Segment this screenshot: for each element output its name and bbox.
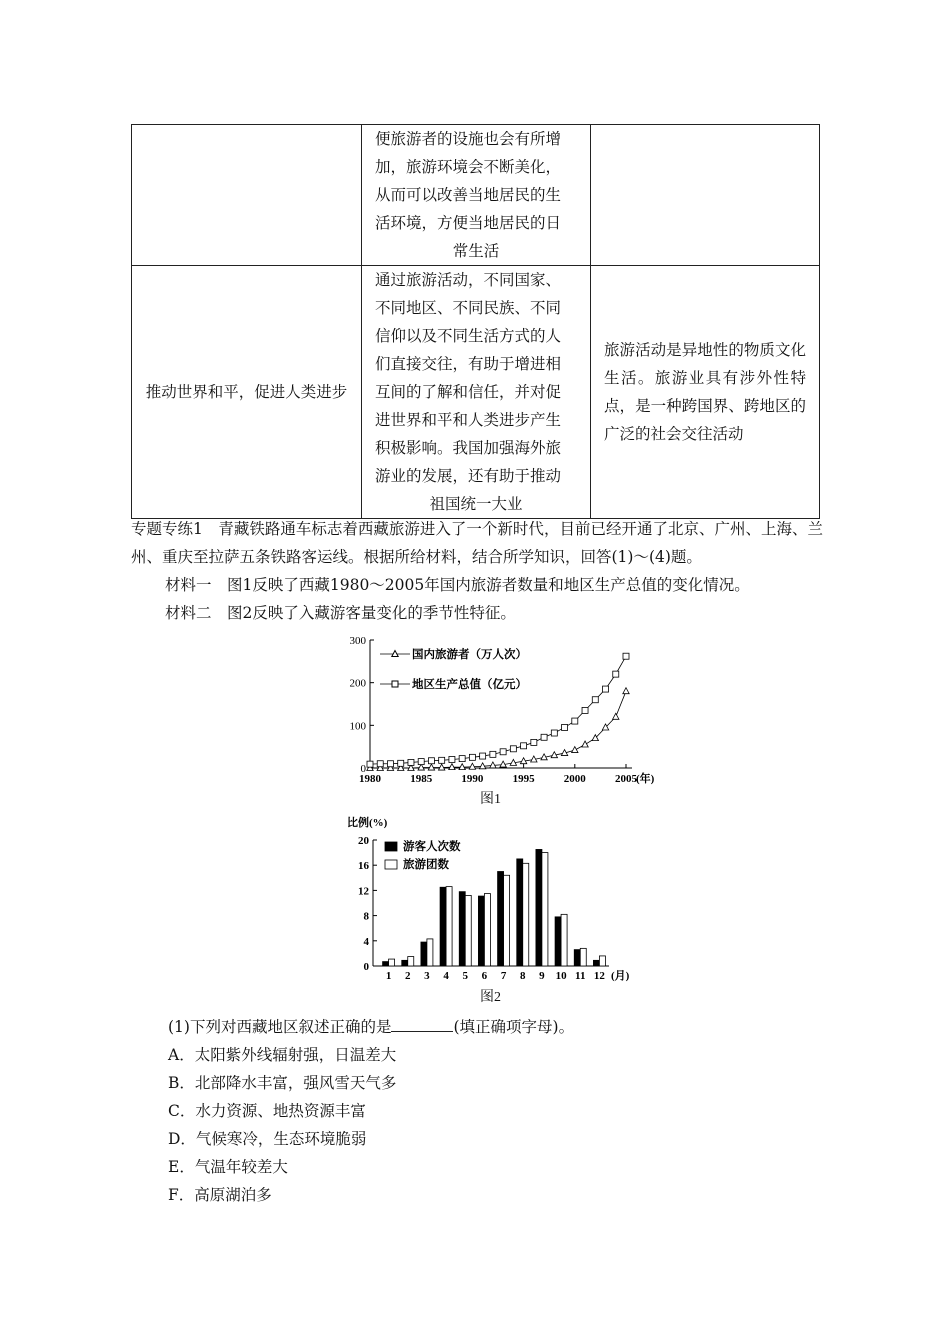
table-cell <box>362 125 591 266</box>
y-tick-label: 100 <box>349 720 366 733</box>
bar <box>465 895 471 966</box>
legend-marker <box>392 681 398 687</box>
table-cell <box>362 266 591 519</box>
bar <box>561 914 567 966</box>
data-point <box>428 764 434 770</box>
bar <box>383 962 389 966</box>
x-axis-unit: (月) <box>611 970 630 982</box>
data-point <box>500 749 506 755</box>
x-tick-label: 8 <box>520 970 526 982</box>
y-tick-label: 300 <box>349 635 366 647</box>
data-point <box>418 759 424 765</box>
bar <box>523 863 529 966</box>
option-b: B．北部降水丰富，强风雪天气多 <box>168 1074 397 1092</box>
bar <box>504 875 510 966</box>
option-a: A．太阳紫外线辐射强，日温差大 <box>168 1046 397 1064</box>
data-point <box>408 759 414 765</box>
legend-label: 地区生产总值（亿元） <box>412 679 527 691</box>
data-point <box>459 756 465 762</box>
bar <box>389 959 395 966</box>
y-tick-label: 4 <box>363 935 369 948</box>
data-point <box>459 764 465 770</box>
bar <box>517 859 523 966</box>
table-cell <box>132 266 362 519</box>
table-row <box>132 266 820 519</box>
data-point <box>469 754 475 760</box>
answer-blank[interactable] <box>391 1013 453 1032</box>
figure-2 <box>345 814 645 986</box>
cell-line: 通过旅游活动，不同国家、 <box>375 271 562 289</box>
data-point <box>613 671 619 677</box>
data-point <box>582 741 588 747</box>
legend-swatch <box>385 842 397 851</box>
comparison-table <box>131 124 820 519</box>
option-e: E．气温年较差大 <box>168 1158 288 1176</box>
data-point <box>551 730 557 736</box>
cell-line: 常生活 <box>452 242 500 260</box>
data-point <box>541 734 547 740</box>
bar <box>427 939 433 966</box>
y-tick-label: 8 <box>363 910 369 923</box>
y-axis-label: 比例(%) <box>347 817 388 829</box>
figure-1 <box>330 630 660 788</box>
line-chart <box>330 630 660 788</box>
x-tick-label: 1990 <box>461 773 484 785</box>
x-tick-label: 5 <box>462 970 468 982</box>
cell-line: 们直接交往，有助于增进相 <box>375 355 562 373</box>
data-point <box>572 718 578 724</box>
data-point <box>490 751 496 757</box>
series-line <box>370 691 626 768</box>
cell-line: 不同地区、不同民族、不同 <box>375 299 562 317</box>
bar <box>593 960 599 966</box>
y-tick-label: 20 <box>358 835 369 847</box>
x-tick-label: 1985 <box>410 773 433 785</box>
data-point <box>449 764 455 770</box>
bar <box>498 872 504 967</box>
x-tick-label: 11 <box>575 970 586 982</box>
x-axis-unit: (年) <box>636 773 655 785</box>
x-tick-label: 2005 <box>615 773 637 785</box>
data-point <box>603 686 609 692</box>
data-point <box>480 753 486 759</box>
bar <box>599 956 605 966</box>
bar <box>580 948 586 966</box>
legend-label: 游客人次数 <box>403 841 461 853</box>
data-point <box>398 760 404 766</box>
option-c: C．水力资源、地热资源丰富 <box>168 1102 366 1120</box>
legend-swatch <box>385 860 397 869</box>
bar <box>536 849 542 966</box>
bar <box>421 942 427 966</box>
y-tick-label: 12 <box>358 885 369 898</box>
cell-text: 推动世界和平，促进人类进步 <box>145 383 348 401</box>
data-point <box>438 764 444 770</box>
y-tick-label: 200 <box>349 677 366 690</box>
data-point <box>387 761 393 767</box>
question-stem <box>168 1013 574 1041</box>
material-two: 材料二 图2反映了入藏游客量变化的季节性特征。 <box>165 604 516 622</box>
data-point <box>510 746 516 752</box>
data-point <box>623 688 629 694</box>
bar <box>402 960 408 966</box>
x-tick-label: 3 <box>424 970 430 982</box>
bar <box>478 896 484 966</box>
cell-line: 互间的了解和信任，并对促 <box>375 383 562 401</box>
table-cell <box>132 125 362 266</box>
bar <box>542 853 548 966</box>
bar <box>446 887 452 966</box>
y-tick-label: 0 <box>360 763 366 775</box>
data-point <box>377 761 383 767</box>
cell-line: 便旅游者的设施也会有所增 <box>375 130 562 148</box>
cell-line: 信仰以及不同生活方式的人 <box>375 327 562 345</box>
data-point <box>531 739 537 745</box>
data-point <box>592 697 598 703</box>
x-tick-label: 9 <box>539 970 545 982</box>
option-d: D．气候寒冷，生态环境脆弱 <box>168 1130 367 1148</box>
data-point <box>613 713 619 719</box>
material-one: 材料一 图1反映了西藏1980～2005年国内旅游者数量和地区生产总值的变化情况。 <box>165 576 750 594</box>
data-point <box>469 763 475 769</box>
cell-line: 进世界和平和人类进步产生 <box>375 411 562 429</box>
x-tick-label: 2000 <box>563 773 586 785</box>
data-point <box>449 756 455 762</box>
cell-line: 祖国统一大业 <box>429 495 523 513</box>
data-point <box>367 761 373 767</box>
cell-line: 游业的发展，还有助于推动 <box>375 467 562 485</box>
legend-label: 旅游团数 <box>403 859 449 871</box>
x-tick-label: 12 <box>593 970 605 982</box>
intro-paragraph: 专题专练1 青藏铁路通车标志着西藏旅游进入了一个新时代，目前已经开通了北京、广州、上海、兰州、重庆至拉萨五条铁路客运线。根据所给材料，结合所学知识，回答(1)～(4)题。 <box>131 520 823 566</box>
option-f: F．高原湖泊多 <box>168 1186 272 1204</box>
y-tick-label: 16 <box>358 860 369 873</box>
question-text: (1)下列对西藏地区叙述正确的是 <box>168 1018 392 1036</box>
bar-chart <box>345 814 645 986</box>
data-point <box>521 743 527 749</box>
y-tick-label: 0 <box>363 961 369 973</box>
legend-marker <box>392 651 398 657</box>
data-point <box>428 758 434 764</box>
bar <box>574 950 580 966</box>
table-row <box>132 125 820 266</box>
legend-label: 国内旅游者（万人次） <box>412 649 527 661</box>
x-tick-label: 2 <box>405 970 411 982</box>
cell-line: 积极影响。我国加强海外旅 <box>375 439 562 457</box>
x-tick-label: 1 <box>385 970 392 982</box>
figure-2-caption: 图2 <box>480 990 501 1005</box>
bar <box>484 894 490 966</box>
cell-line: 从而可以改善当地居民的生 <box>375 186 562 204</box>
x-tick-label: 6 <box>481 970 488 982</box>
data-point <box>439 757 445 763</box>
data-point <box>572 747 578 753</box>
x-tick-label: 7 <box>500 970 507 982</box>
bar <box>408 957 414 966</box>
cell-line: 活环境，方便当地居民的日 <box>375 214 562 232</box>
data-point <box>582 707 588 713</box>
question-text-suffix: (填正确项字母)。 <box>453 1018 575 1036</box>
table-cell <box>591 266 820 519</box>
bar <box>555 917 561 966</box>
table-cell <box>591 125 820 266</box>
data-point <box>623 653 629 659</box>
bar <box>459 892 465 966</box>
cell-line: 加，旅游环境会不断美化， <box>375 158 562 176</box>
x-tick-label: 1995 <box>512 773 535 785</box>
x-tick-label: 4 <box>443 970 449 982</box>
figure-1-caption: 图1 <box>480 792 501 807</box>
x-tick-label: 10 <box>555 970 567 982</box>
data-point <box>562 724 568 730</box>
x-tick-label: 1980 <box>359 773 381 785</box>
cell-text: 旅游活动是异地性的物质文化生活。旅游业具有涉外性特点，是一种跨国界、跨地区的广泛的社会交往活动 <box>604 341 806 443</box>
bar <box>440 887 446 966</box>
